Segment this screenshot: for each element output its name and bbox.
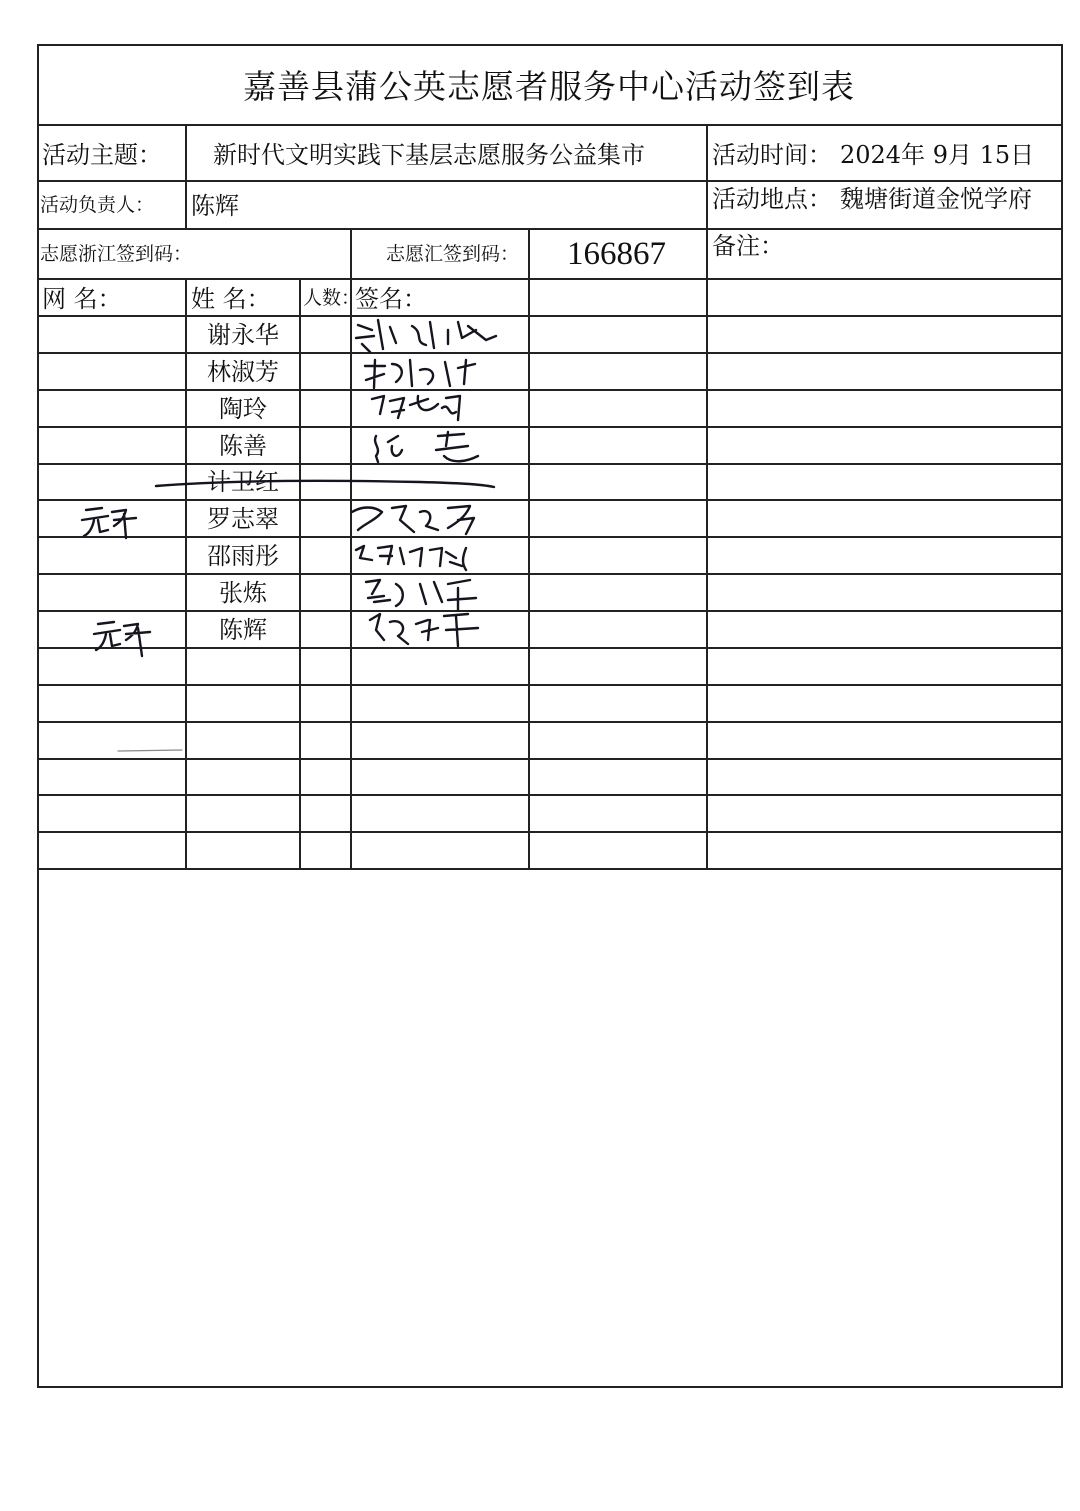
net-name-header: 网 名： bbox=[42, 285, 122, 313]
rule bbox=[37, 647, 1063, 649]
theme-label: 活动主题： bbox=[42, 141, 162, 169]
time-label: 活动时间： bbox=[712, 141, 832, 169]
rule bbox=[37, 868, 1063, 870]
place-label: 活动地点： bbox=[712, 185, 832, 213]
table-row-name: 罗志翠 bbox=[207, 505, 279, 533]
rule bbox=[37, 831, 1063, 833]
rule bbox=[37, 315, 1063, 317]
table-row-name: 计卫红 bbox=[207, 468, 279, 496]
rule bbox=[185, 278, 187, 868]
rule bbox=[37, 352, 1063, 354]
table-row-name: 陈辉 bbox=[219, 616, 267, 644]
hui-code-label: 志愿汇签到码： bbox=[386, 243, 520, 265]
signature-header: 签名： bbox=[355, 285, 427, 313]
sheet-title: 嘉善县蒲公英志愿者服务中心活动签到表 bbox=[243, 67, 855, 106]
table-row-name: 林淑芳 bbox=[207, 358, 279, 386]
remark-label: 备注： bbox=[712, 232, 784, 260]
table-row-name: 陈善 bbox=[219, 432, 267, 460]
zhejiang-code-label: 志愿浙江签到码： bbox=[40, 243, 193, 265]
rule bbox=[37, 228, 1063, 230]
table-row-name: 谢永华 bbox=[207, 321, 279, 349]
rule bbox=[706, 124, 708, 868]
rule bbox=[37, 684, 1063, 686]
rule bbox=[37, 573, 1063, 575]
time-value: 2024年 9月 15日 bbox=[840, 141, 1035, 169]
count-header: 人数： bbox=[303, 287, 361, 309]
rule bbox=[37, 758, 1063, 760]
place-value: 魏塘街道金悦学府 bbox=[840, 185, 1032, 213]
rule bbox=[37, 463, 1063, 465]
rule bbox=[37, 278, 1063, 280]
rule bbox=[299, 278, 301, 868]
leader-value: 陈辉 bbox=[191, 192, 239, 220]
rule bbox=[37, 536, 1063, 538]
rule bbox=[37, 610, 1063, 612]
theme-value: 新时代文明实践下基层志愿服务公益集市 bbox=[213, 141, 645, 169]
rule bbox=[37, 426, 1063, 428]
name-header: 姓 名： bbox=[191, 285, 271, 313]
hui-code-value: 166867 bbox=[567, 236, 666, 272]
rule bbox=[37, 124, 1063, 126]
rule bbox=[37, 721, 1063, 723]
rule bbox=[528, 228, 530, 868]
table-row-name: 邵雨彤 bbox=[207, 542, 279, 570]
rule bbox=[350, 228, 352, 868]
table-row-name: 陶玲 bbox=[219, 395, 267, 423]
rule bbox=[37, 389, 1063, 391]
rule bbox=[37, 499, 1063, 501]
leader-label: 活动负责人： bbox=[40, 194, 155, 216]
rule bbox=[185, 124, 187, 228]
table-row-name: 张炼 bbox=[219, 579, 267, 607]
rule bbox=[37, 180, 1063, 182]
rule bbox=[37, 794, 1063, 796]
